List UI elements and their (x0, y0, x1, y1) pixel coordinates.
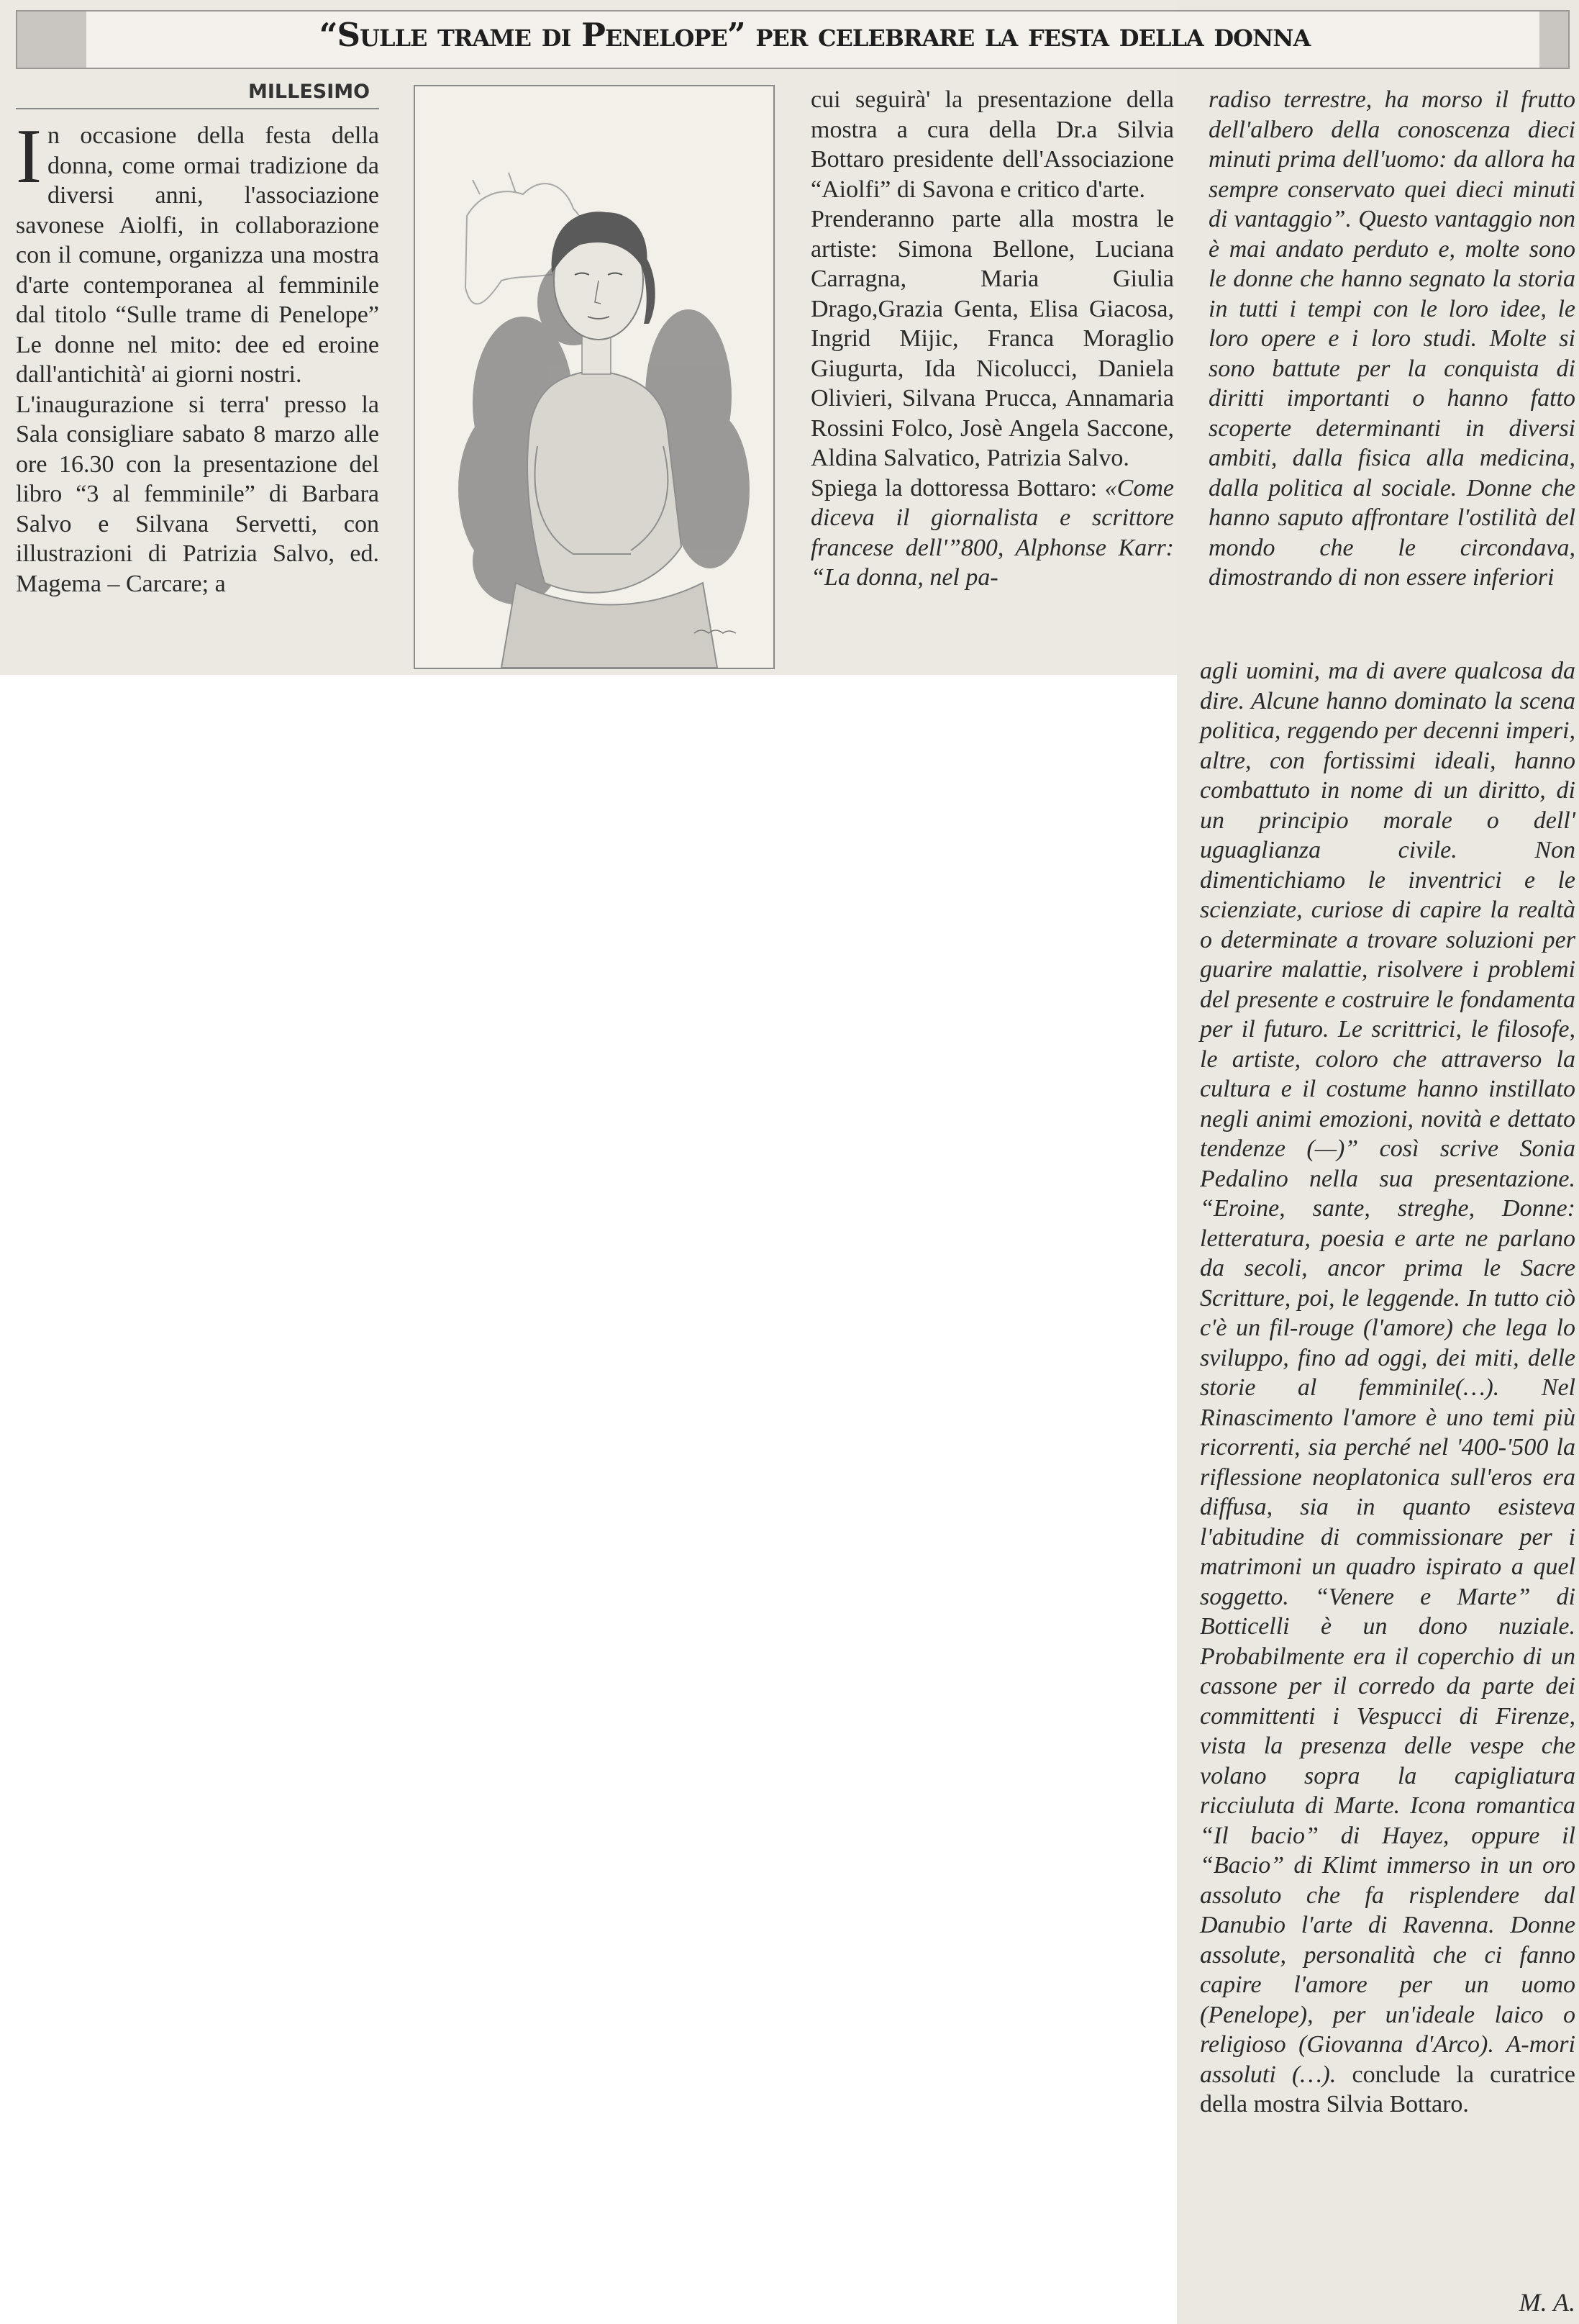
paragraph-presentation: cui seguirà' la presentazione della mostra a cura della Dr.a Silvia Bottaro presidente dell'Associazione “Aiolfi” di Savona e critico d'arte. (811, 86, 1174, 203)
paragraph-quote-continuation: radiso terrestre, ha morso il frutto dell'albero della conoscenza dieci minuti prima dell'uomo: da allora ha sempre conservato quei dieci minuti di vantaggio”. Questo vantaggio non è mai andato perduto e, molte sono le donne che hanno segnato la storia in tutti i tempi con le loro idee, le loro opere e i loro studi. Molte si sono battute per la conquista di diritti importanti o hanno fatto scoperte determinanti in diversi ambiti, dalla fisica alla medicina, dalla politica al sociale. Donne che hanno saputo affrontare l'ostilità del mondo che le circondava, dimostrando di non essere inferiori (1209, 86, 1575, 591)
author-signature: M. A. (1519, 2288, 1575, 2317)
paragraph-artists: Prenderanno parte alla mostra le artiste: Simona Bellone, Luciana Carragna, Maria Giulia Drago,Grazia Genta, Elisa Giacosa, Ingrid Mijic, Franca Moraglio Giugurta, Ida Nicolucci, Daniela Olivieri, Silvana Prucca, Annamaria Rossini Folco, Josè Angela Saccone, Aldina Salvatico, Patrizia Salvo. (811, 206, 1174, 471)
paragraph-quote-start (811, 473, 1174, 593)
drop-cap: I (16, 114, 42, 199)
quote-opening: «Come diceva il giornalista e scrittore francese dell'”800, Alphonse Karr: “La donna, nel pa- (811, 474, 1174, 591)
article-column-3 (811, 85, 1174, 593)
quote-lead: Spiega la dottoressa Bottaro: (811, 474, 1098, 501)
kicker-location: MILLESIMO (248, 81, 370, 103)
article-column-5 (1200, 656, 1575, 2120)
paragraph-closing: conclude la curatrice della mostra Silvia Bottaro. (1200, 2061, 1575, 2118)
paragraph-quote-body: agli uomini, ma di avere qualcosa da dire. Alcune hanno dominato la scena politica, reggendo per decenni imperi, altre, con fortissimi ideali, hanno combattuto in nome di un diritto, di un principio morale o dell' uguaglianza civile. Non dimentichiamo le inventrici e le scienziate, curiose di capire la realtà o determinate a trovare soluzioni per guarire malattie, risolvere i problemi del presente e costruire le fondamenta per il futuro. Le scrittrici, le filosofe, le artiste, coloro che attraverso la cultura e il costume hanno instillato negli animi emozioni, novità e dettato tendenze (—)” così scrive Sonia Pedalino nella sua presentazione. “Eroine, sante, streghe, Donne: letteratura, poesia e arte ne parlano da secoli, ancor prima le Sacre Scritture, poi, le leggende. In tutto ciò c'è un fil-rouge (l'amore) che lega lo sviluppo, fino ad oggi, dei miti, delle storie al femminile(…). Nel Rinascimento l'amore è uno temi più ricorrenti, sia perché nel '400-'500 la riflessione neoplatonica sull'eros era diffusa, sia in quanto esisteva l'abitudine di commissionare per i matrimoni un quadro ispirato a quel soggetto. “Venere e Marte” di Botticelli è un dono nuziale. Probabilmente era il coperchio di un cassone per il corredo da parte dei committenti i Vespucci di Firenze, vista la presenza delle vespe che volano sopra la capigliatura ricciuluta di Marte. Icona romantica “Il bacio” di Hayez, oppure il “Bacio” di Klimt immerso in un oro assoluto che fa risplendere dal Danubio l'arte di Ravenna. Donne assolute, personalità che ci fanno capire l'amore per un uomo (Penelope), per un'ideale laico o religioso (Giovanna d'Arco). A-mori assoluti (…). (1200, 658, 1575, 2088)
paragraph-intro: n occasione della festa della donna, come ormai tradizione da diversi anni, l'associazione savonese Aiolfi, in collaborazione con il comune, organizza una mostra d'arte contemporanea al femminile dal titolo “Sulle trame di Penelope” Le donne nel mito: dee ed eroine dall'antichità' ai giorni nostri. (16, 122, 379, 388)
article-column-4 (1209, 85, 1575, 593)
article-column-1 (16, 114, 379, 599)
illustration-woman-portrait (414, 85, 775, 669)
headline: “Sulle trame di Penelope” per celebrare la festa della donna (319, 16, 1311, 54)
paragraph-inauguration: L'inaugurazione si terra' presso la Sala consigliare sabato 8 marzo alle ore 16.30 con la presentazione del libro “3 al femminile” di Barbara Salvo e Silvana Servetti, con illustrazioni di Patrizia Salvo, ed. Magema – Carcare; a (16, 391, 379, 597)
kicker-rule (16, 108, 379, 109)
